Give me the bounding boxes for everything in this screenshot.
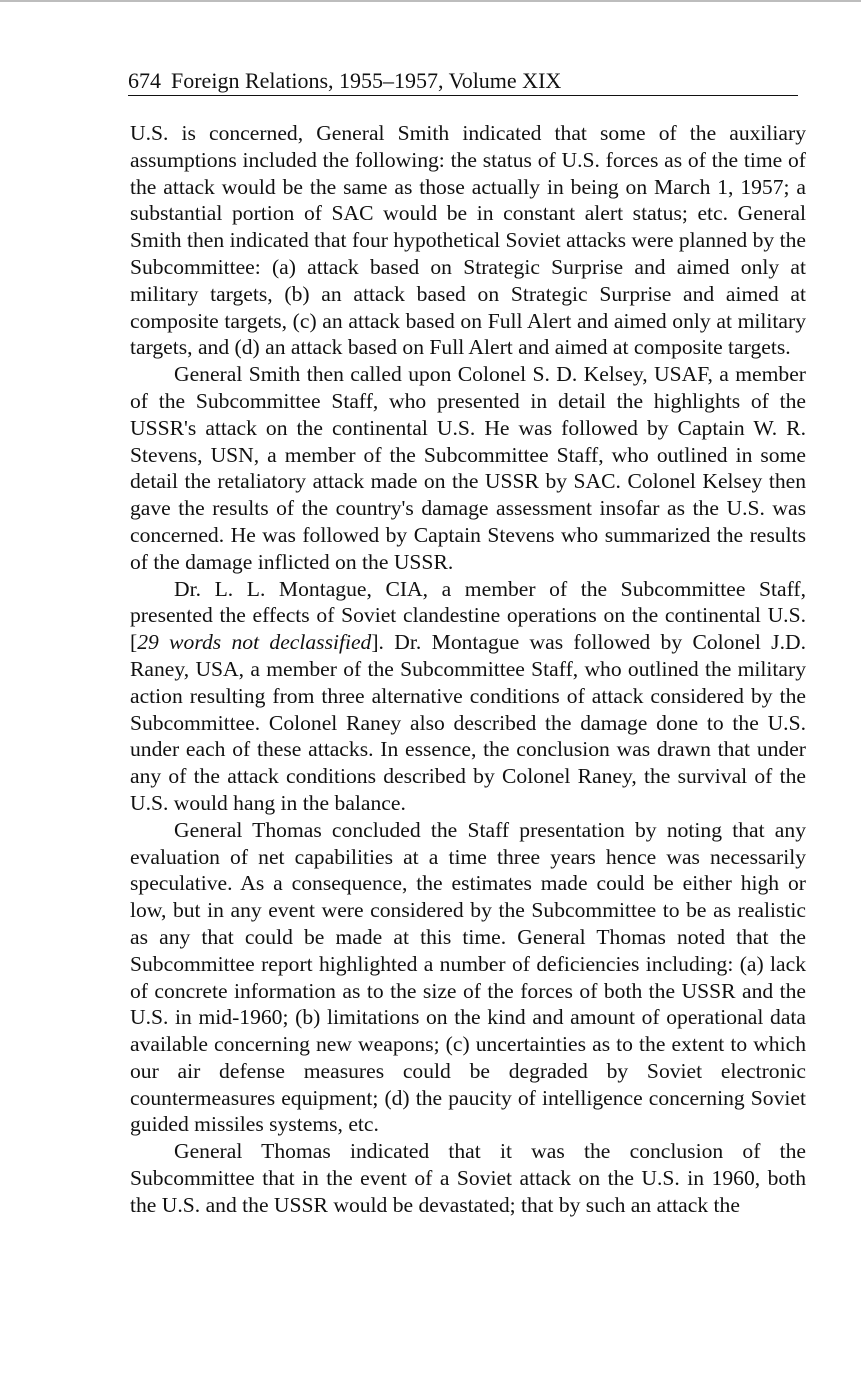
paragraph-text: ]. Dr. Montague was followed by Colonel J.D. Raney, USA, a member of the Subcommittee Staff, who outlined the military action resulting from three alternative conditions of attack considered by the Subcommittee. Colonel Raney also described the damage done to the U.S. under each of these attacks. In essence, the conclusion was drawn that under any of the attack conditions described by Colonel Raney, the survival of the U.S. would hang in the balance. <box>130 630 806 815</box>
top-edge-rule <box>0 0 861 2</box>
redaction-note: 29 words not declassified <box>137 630 372 655</box>
running-header <box>128 68 798 96</box>
page-number: 674 <box>128 68 161 93</box>
paragraph: General Thomas concluded the Staff presentation by noting that any evaluation of net capabilities at a time three years hence was necessarily speculative. As a consequence, the estimates made could be either high or low, but in any event were considered by the Subcommittee to be as realistic as any that could be made at this time. General Thomas noted that the Subcommittee report highlighted a number of deficiencies including: (a) lack of concrete information as to the size of the forces of both the USSR and the U.S. in mid-1960; (b) limitations on the kind and amount of operational data available concerning new weapons; (c) uncertainties as to the extent to which our air defense measures could be degraded by Soviet electronic countermeasures equipment; (d) the paucity of intelligence concerning Soviet guided missiles systems, etc. <box>130 817 806 1137</box>
body-text <box>130 120 806 1219</box>
paragraph: U.S. is concerned, General Smith indicated that some of the auxiliary assumptions included the following: the status of U.S. forces as of the time of the attack would be the same as those actually in being on March 1, 1957; a substantial portion of SAC would be in constant alert status; etc. General Smith then indicated that four hypothetical Soviet attacks were planned by the Subcommittee: (a) attack based on Strategic Surprise and aimed only at military targets, (b) an attack based on Strategic Surprise and aimed at composite targets, (c) an attack based on Full Alert and aimed only at military targets, and (d) an attack based on Full Alert and aimed at composite targets. <box>130 121 806 360</box>
paragraph: General Thomas indicated that it was the conclusion of the Subcommittee that in the event of a Soviet attack on the U.S. in 1960, both the U.S. and the USSR would be devastated; that by such an attack the <box>130 1139 806 1217</box>
paragraph-text: Dr. L. L. Montague, CIA, a member of the Subcommittee Staff, presented the effects of Soviet clandestine operations on the continental U.S. [ <box>130 576 806 655</box>
paragraph <box>130 576 806 817</box>
running-title: Foreign Relations, 1955–1957, Volume XIX <box>171 68 562 93</box>
paragraph: General Smith then called upon Colonel S. D. Kelsey, USAF, a member of the Subcommittee Staff, who presented in detail the highlights of the USSR's attack on the continental U.S. He was followed by Captain W. R. Stevens, USN, a member of the Subcommittee Staff, who outlined in some detail the retaliatory attack made on the USSR by SAC. Colonel Kelsey then gave the results of the country's damage assessment insofar as the U.S. was concerned. He was followed by Captain Stevens who summarized the results of the damage inflicted on the USSR. <box>130 362 806 574</box>
